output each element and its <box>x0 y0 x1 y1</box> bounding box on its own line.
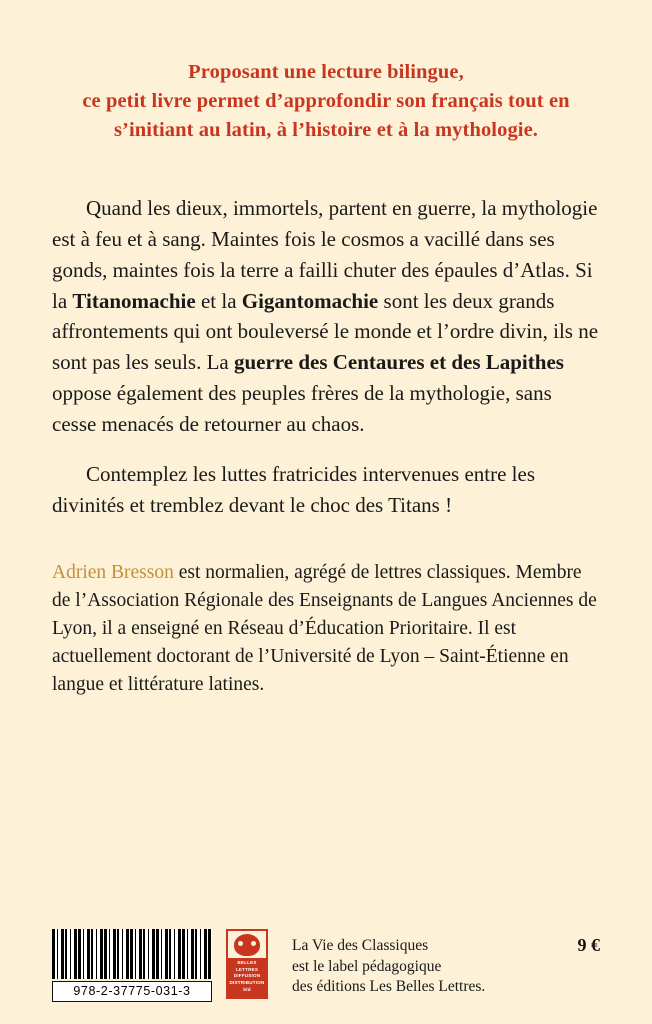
blurb-p1-segment-4: oppose également des peuples frères de la mythologie, sans cesse menacés de retourner au chaos. <box>52 380 552 436</box>
blurb <box>52 193 600 521</box>
blurb-paragraph-1 <box>52 193 600 439</box>
headline-line-3: s’initiant au latin, à l’histoire et à la mythologie. <box>113 119 539 142</box>
term-gigantomachie: Gigantomachie <box>241 288 379 313</box>
imprint-line-1: BELLES LETTRES <box>235 960 259 972</box>
barcode-block <box>52 929 212 1002</box>
headline <box>52 58 600 145</box>
label-line-2: est le label pédagogique <box>292 957 442 975</box>
imprint-line-3: DISTRIBUTION <box>229 979 265 985</box>
publisher-imprint-text <box>228 958 266 997</box>
footer <box>52 929 600 1002</box>
publisher-logo <box>226 929 268 999</box>
blurb-p1-segment-1: Quand les dieux, immortels, partent en guerre, la mythologie est à feu et à sang. Maintes fois le cosmos a vacillé dans ses gonds, maintes fois la terre a failli chuter des épaules d’Atlas. Si la <box>52 196 598 313</box>
author-name: Adrien Bresson <box>52 561 174 583</box>
theater-mask-icon <box>234 934 260 956</box>
barcode-icon <box>52 929 212 979</box>
imprint-line-2: DIFFUSION <box>233 973 261 979</box>
label-description <box>282 936 564 1002</box>
price: 9 € <box>577 935 600 955</box>
blurb-paragraph-2: Contemplez les luttes fratricides intervenues entre les divinités et tremblez devant le choc des Titans ! <box>52 462 536 518</box>
blurb-p1-segment-3: sont les deux grands affrontements qui ont bouleversé le monde et l’ordre divin, ils ne sont pas les seuls. La <box>52 288 599 375</box>
term-titanomachie: Titanomachie <box>72 288 196 313</box>
isbn-number: 978-2-37775-031-3 <box>52 981 212 1002</box>
author-bio <box>52 559 600 699</box>
label-line-1: La Vie des Classiques <box>292 937 429 955</box>
imprint-line-4: bld <box>243 986 251 992</box>
headline-line-1: Proposant une lecture bilingue, <box>188 61 464 83</box>
headline-line-2: ce petit livre permet d’approfondir son français tout en <box>82 90 570 113</box>
blurb-p1-segment-2: et la <box>195 288 242 313</box>
author-bio-text: est normalien, agrégé de lettres classiques. Membre de l’Association Régionale des Enseignants de Langues Anciennes de Lyon, il a enseigné en Réseau d’Éducation Prioritaire. Il est actuellement doctorant de l’Université de Lyon – Saint-Étienne en langue et littérature latines. <box>52 561 597 696</box>
label-line-3: des éditions Les Belles Lettres. <box>292 978 486 996</box>
term-guerre-centaures-lapithes: guerre des Centaures et des Lapithes <box>233 350 564 375</box>
